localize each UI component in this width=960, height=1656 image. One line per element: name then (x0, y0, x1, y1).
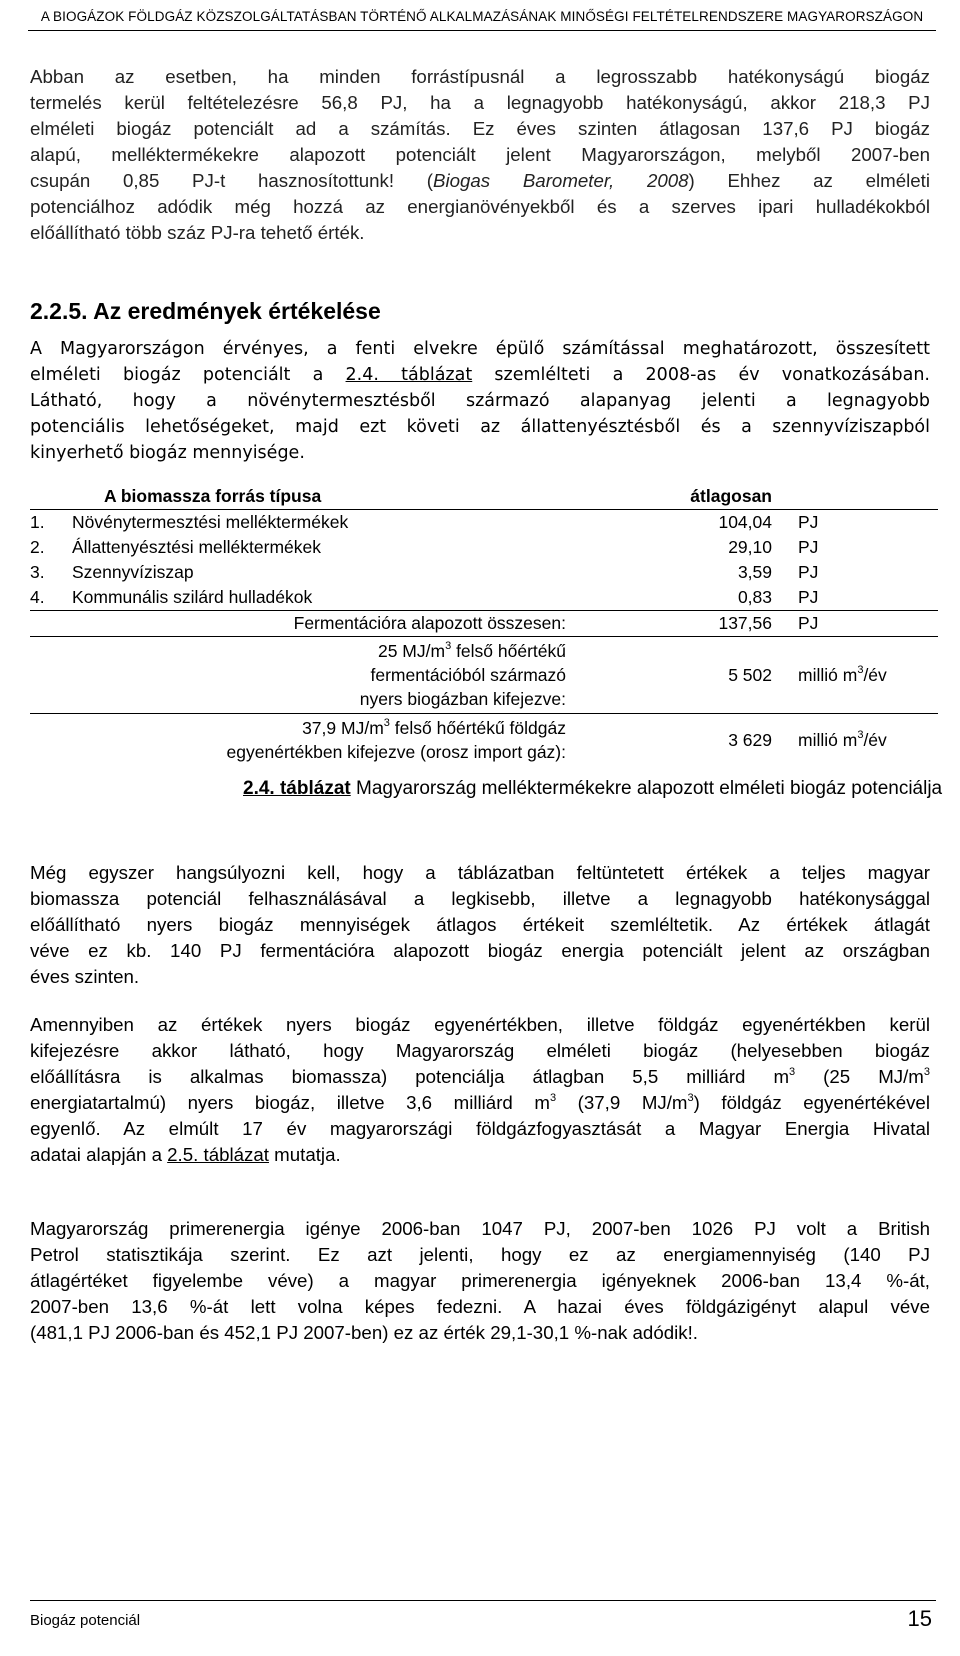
text-line: Abban az esetben, ha minden forrástípusnál a legrosszabb hatékonyságú biogáz (30, 66, 930, 87)
text-line: kifejezésre akkor látható, hogy Magyarország elméleti biogáz (helyesebben biogáz (30, 1040, 930, 1061)
text-line: előállítható nyers biogáz mennyiségek átlagos értékeit szemléltetik. Az értékek átlagát (30, 914, 930, 935)
row-value: 29,10 (728, 537, 772, 557)
text-run: millió m (798, 664, 858, 685)
row-name: Szennyvíziszap (72, 562, 194, 582)
table-natgas-row (30, 714, 938, 767)
text-line: (481,1 PJ 2006-ban és 452,1 PJ 2007-ben) ez az érték 29,1-30,1 %-nak adódik!. (30, 1322, 698, 1343)
text-line (30, 1142, 930, 1168)
text-line: alapú, melléktermékekre alapozott potenciált jelent Magyarországon, melyből 2007-ben (30, 144, 930, 165)
text-run: 37,9 MJ/m (302, 718, 384, 738)
header-cell (30, 484, 72, 510)
header-title: A BIOGÁZOK FÖLDGÁZ KÖZSZOLGÁLTATÁSBAN TÖRTÉNŐ ALKALMAZÁSÁNAK MINŐSÉGI FELTÉTELRENDSZERE MAGYARORSZÁGON (40, 9, 924, 24)
text-line: potenciálhoz adódik még hozzá az energianövényekből és a szerves ipari hulladékokból (30, 196, 930, 217)
row-value: 104,04 (718, 512, 772, 532)
footer-rule (30, 1600, 936, 1601)
text-line: kinyerhető biogáz mennyisége. (30, 443, 305, 463)
text-run: (25 MJ/m (795, 1066, 924, 1087)
text-line: Látható, hogy a növénytermesztésből származó alapanyag jelenti a legnagyobb (30, 391, 930, 411)
row-number: 3. (30, 562, 45, 582)
natgas-unit (786, 714, 938, 767)
biogas-value: 5 502 (584, 637, 786, 714)
text-line: 2007-ben 13,6 %-át lett volna képes fedezni. A hazai éves földgázigényt alapul véve (30, 1296, 930, 1317)
superscript: 3 (857, 728, 864, 741)
text-line: Petrol statisztikája szerint. Ez azt jelenti, hogy ez az energiamennyiség (140 PJ (30, 1244, 930, 1265)
text-line: elméleti biogáz potenciált ad a számítás. Ez éves szinten átlagosan 137,6 PJ biogáz (30, 118, 930, 139)
row-number: 1. (30, 512, 45, 532)
text-line: Még egyszer hangsúlyozni kell, hogy a táblázatban feltüntetett értékek a teljes magyar (30, 862, 930, 883)
biogas-unit (786, 637, 938, 714)
text-run: /év (863, 729, 887, 750)
natgas-label (72, 714, 584, 767)
row-unit: PJ (798, 587, 819, 607)
text-run: fermentációból származó (370, 665, 566, 685)
row-number: 4. (30, 587, 45, 607)
table-sum-row (30, 611, 938, 637)
text-run: csupán 0,85 PJ-t hasznosítottunk! (30, 170, 395, 191)
empty-cell (30, 611, 72, 637)
header-cell (786, 484, 938, 510)
table-row (30, 535, 938, 560)
text-line (30, 362, 930, 388)
text-line (30, 1090, 930, 1116)
row-name: Állattenyésztési melléktermékek (72, 537, 321, 557)
superscript: 3 (549, 1092, 557, 1104)
text-line: egyenlő. Az elmúlt 17 év magyarországi földgázfogyasztását a Magyar Energia Hivatal (30, 1118, 930, 1139)
sum-label: Fermentációra alapozott összesen: (72, 611, 584, 637)
table-row (30, 585, 938, 611)
biomass-table (30, 484, 938, 766)
natgas-value: 3 629 (584, 714, 786, 767)
text-line: A Magyarországon érvényes, a fenti elvekre épülő számítással meghatározott, összesített (30, 339, 930, 359)
row-value: 0,83 (737, 587, 772, 607)
text-line: potenciális lehetőségeket, majd ezt követi az állattenyésztésből és a szennyvíziszapból (30, 417, 930, 437)
text-line: biomassza potenciál felhasználásával a legkisebb, illetve a legnagyobb hatékonysággal (30, 888, 930, 909)
empty-cell (30, 714, 72, 767)
text-line: éves szinten. (30, 966, 140, 987)
text-run: szemlélteti a 2008-as év vonatkozásában. (472, 365, 930, 385)
table-header-row (30, 484, 938, 510)
header-source: A biomassza forrás típusa (72, 484, 584, 510)
text-line: előállítható több száz PJ-ra tehető érték. (30, 222, 365, 243)
table-reference-link[interactable]: 2.4. táblázat (345, 365, 473, 385)
text-run: felső hőértékű (451, 641, 566, 661)
text-line: véve ez kb. 140 PJ fermentációra alapozott biogáz energia potenciált jelent az országban (30, 940, 930, 961)
text-line (30, 1064, 930, 1090)
paragraph-3 (30, 1012, 930, 1168)
page-number: 15 (907, 1606, 932, 1631)
text-line: csupán 0,85 PJ-t hasznosítottunk! (Biogas Barometer, 2008) Ehhez az elméleti (30, 170, 930, 191)
superscript: 3 (789, 1066, 796, 1078)
row-value: 3,59 (737, 562, 772, 582)
row-name: Növénytermesztési melléktermékek (72, 512, 349, 532)
footer-title: Biogáz potenciál (30, 1612, 141, 1629)
text-run: nyers biogázban kifejezve: (359, 689, 566, 709)
text-run: millió m (798, 729, 858, 750)
row-name: Kommunális szilárd hulladékok (72, 587, 313, 607)
sum-unit: PJ (786, 611, 938, 637)
text-run: (37,9 MJ/m (556, 1092, 688, 1113)
caption-ref: 2.4. táblázat (243, 778, 351, 799)
paragraph-4 (30, 1216, 930, 1346)
text-line: átlagértéket figyelembe véve) a magyar primerenergia igényeknek 2006-ban 13,4 %-át, (30, 1270, 930, 1291)
text-run: energiatartalmú) nyers biogáz, illetve 3,6 milliárd m (30, 1092, 550, 1113)
text-run: felső hőértékű földgáz (389, 718, 566, 738)
table-biogas-row (30, 637, 938, 714)
text-run: ) földgáz egyenértékével (693, 1092, 930, 1113)
table-reference-link[interactable]: 2.5. táblázat (167, 1144, 269, 1165)
biogas-label (72, 637, 584, 714)
table-row (30, 510, 938, 536)
empty-cell (30, 637, 72, 714)
citation: Biogas Barometer, 2008 (433, 170, 689, 191)
text-run: mutatja. (268, 1144, 341, 1165)
superscript: 3 (383, 717, 390, 729)
sum-value: 137,56 (584, 611, 786, 637)
superscript: 3 (687, 1092, 694, 1104)
text-line: Magyarország primerenergia igénye 2006-ban 1047 PJ, 2007-ben 1026 PJ volt a British (30, 1218, 930, 1239)
header-average: átlagosan (584, 484, 786, 510)
text-run: egyenértékben kifejezve (orosz import gáz): (226, 742, 566, 762)
superscript: 3 (445, 640, 452, 652)
section-heading: 2.2.5. Az eredmények értékelése (30, 298, 381, 324)
results-paragraph (30, 336, 930, 466)
row-unit: PJ (798, 562, 819, 582)
text-line: termelés kerül feltételezésre 56,8 PJ, ha a legnagyobb hatékonyságú, akkor 218,3 PJ (30, 92, 930, 113)
paragraph-2 (30, 860, 930, 990)
text-run: 25 MJ/m (377, 641, 446, 661)
superscript: 3 (857, 663, 864, 676)
table-caption (243, 778, 942, 800)
caption-text: Magyarország melléktermékekre alapozott elméleti biogáz potenciálja (350, 778, 943, 799)
table-row (30, 560, 938, 585)
text-run: elméleti biogáz potenciált a (30, 365, 346, 385)
superscript: 3 (923, 1066, 930, 1078)
text-run: /év (863, 664, 887, 685)
row-unit: PJ (798, 537, 819, 557)
row-number: 2. (30, 537, 45, 557)
text-line: Amennyiben az értékek nyers biogáz egyenértékben, illetve földgáz egyenértékben kerül (30, 1014, 930, 1035)
intro-paragraph (30, 64, 930, 246)
running-header (28, 4, 936, 31)
text-run: adatai alapján a (30, 1144, 168, 1165)
text-run: Ehhez az elméleti (694, 170, 930, 191)
row-unit: PJ (798, 512, 819, 532)
text-run: előállításra is alkalmas biomassza) potenciálja átlagban 5,5 milliárd m (30, 1066, 790, 1087)
